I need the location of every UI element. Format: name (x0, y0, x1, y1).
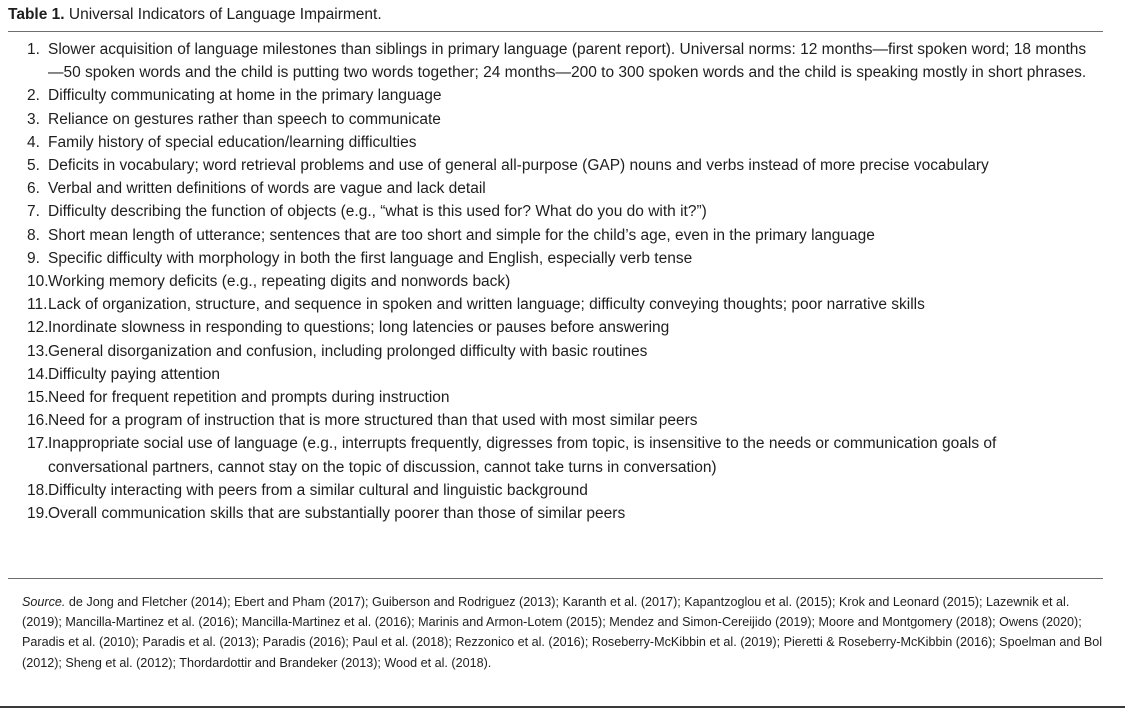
indicator-number: 4. (27, 133, 40, 151)
indicator-number: 9. (27, 249, 40, 267)
indicator-text: Reliance on gestures rather than speech to communicate (48, 110, 441, 128)
indicator-item (0, 479, 1125, 502)
indicator-text: Overall communication skills that are substantially poorer than those of similar peers (48, 505, 626, 523)
indicator-number: 19. (27, 505, 49, 523)
indicator-text: Working memory deficits (e.g., repeating digits and nonwords back) (48, 273, 511, 291)
indicator-text: Slower acquisition of language milestones than siblings in primary language (parent report). Universal norms: 12 months—first spoken word; 18 months—50 spoken words and the child is putting two words together; 24 months—200 to 300 spoken words and the child is speaking mostly in short phrases. (48, 41, 1087, 82)
indicator-item (0, 502, 1125, 525)
indicator-number: 15. (27, 389, 49, 407)
indicator-text: Difficulty interacting with peers from a similar cultural and linguistic background (48, 481, 588, 499)
indicator-text: Inordinate slowness in responding to questions; long latencies or pauses before answering (48, 319, 670, 337)
indicator-number: 3. (27, 110, 40, 128)
indicator-number: 6. (27, 180, 40, 198)
indicator-item (0, 432, 1125, 478)
indicator-text: Family history of special education/learning difficulties (48, 133, 417, 151)
indicator-text: Inappropriate social use of language (e.g., interrupts frequently, digresses from topic, is insensitive to the needs or communication goals of conversational partners, cannot stay on the topic of discussion, cannot take turns in conversation) (48, 435, 997, 476)
indicator-number: 8. (27, 226, 40, 244)
indicator-item (0, 84, 1125, 107)
indicator-item (0, 247, 1125, 270)
indicator-text: Need for a program of instruction that is more structured than that used with most similar peers (48, 412, 698, 430)
indicator-text: Short mean length of utterance; sentences that are too short and simple for the child’s age, even in the primary language (48, 226, 875, 244)
indicator-number: 17. (27, 435, 49, 453)
indicator-number: 12. (27, 319, 49, 337)
indicator-number: 18. (27, 481, 49, 499)
source-divider (8, 578, 1103, 579)
bottom-rule (0, 706, 1125, 708)
indicator-number: 10. (27, 273, 49, 291)
indicator-text: Difficulty communicating at home in the primary language (48, 87, 442, 105)
indicator-text: Verbal and written definitions of words are vague and lack detail (48, 180, 486, 198)
indicator-item (0, 293, 1125, 316)
table-caption: Universal Indicators of Language Impairment. (68, 6, 382, 23)
indicator-item (0, 38, 1125, 84)
indicator-item (0, 177, 1125, 200)
indicator-item (0, 316, 1125, 339)
indicator-item (0, 154, 1125, 177)
indicator-number: 1. (27, 41, 40, 58)
indicator-item (0, 340, 1125, 363)
indicator-text: Specific difficulty with morphology in both the first language and English, especially verb tense (48, 249, 693, 267)
indicator-item (0, 386, 1125, 409)
indicator-item (0, 200, 1125, 223)
indicator-text: Deficits in vocabulary; word retrieval problems and use of general all-purpose (GAP) nouns and verbs instead of more precise vocabulary (48, 157, 989, 175)
indicator-number: 14. (27, 365, 49, 383)
indicator-text: Lack of organization, structure, and sequence in spoken and written language; difficulty conveying thoughts; poor narrative skills (48, 296, 925, 314)
indicator-number: 5. (27, 157, 40, 175)
source-label: Source. (22, 595, 66, 609)
indicator-item (0, 409, 1125, 432)
indicator-item (0, 270, 1125, 293)
indicator-text: Difficulty paying attention (48, 365, 221, 383)
top-rule (8, 31, 1103, 32)
source-note (22, 592, 1107, 673)
indicator-text: Difficulty describing the function of objects (e.g., “what is this used for? What do you do with it?”) (48, 203, 707, 221)
indicator-item (0, 363, 1125, 386)
source-citations: de Jong and Fletcher (2014); Ebert and Pham (2017); Guiberson and Rodriguez (2013); Karanth et al. (2017); Kapantzoglou et al. (2015); Krok and Leonard (2015); Lazewnik et al. (2019); Mancilla-Martinez et al. (2016); Mancilla-Martinez et al. (2016); Marinis and Armon-Lotem (2015); Mendez and Simon-Cereijido (2019); Moore and Montgomery (2018); Owens (2020); Paradis et al. (2010); Paradis et al. (2013); Paradis (2016); Paul et al. (2018); Rezzonico et al. (2016); Roseberry-McKibbin et al. (2019); Pieretti & Roseberry-McKibbin (2016); Spoelman and Bol (2012); Sheng et al. (2012); Thordardottir and Brandeker (2013); Wood et al. (2018). (22, 595, 1103, 670)
indicator-text: Need for frequent repetition and prompts during instruction (48, 389, 450, 407)
indicator-item (0, 108, 1125, 131)
indicator-text: General disorganization and confusion, including prolonged difficulty with basic routines (48, 342, 648, 360)
indicator-list (0, 38, 1125, 525)
indicator-number: 16. (27, 412, 49, 430)
table-number: Table 1. (8, 6, 65, 23)
indicator-number: 13. (27, 342, 49, 360)
indicator-number: 2. (27, 87, 40, 105)
indicator-item (0, 131, 1125, 154)
indicator-number: 7. (27, 203, 40, 221)
table-title (8, 5, 382, 25)
indicator-item (0, 224, 1125, 247)
indicator-number: 11. (27, 296, 48, 314)
